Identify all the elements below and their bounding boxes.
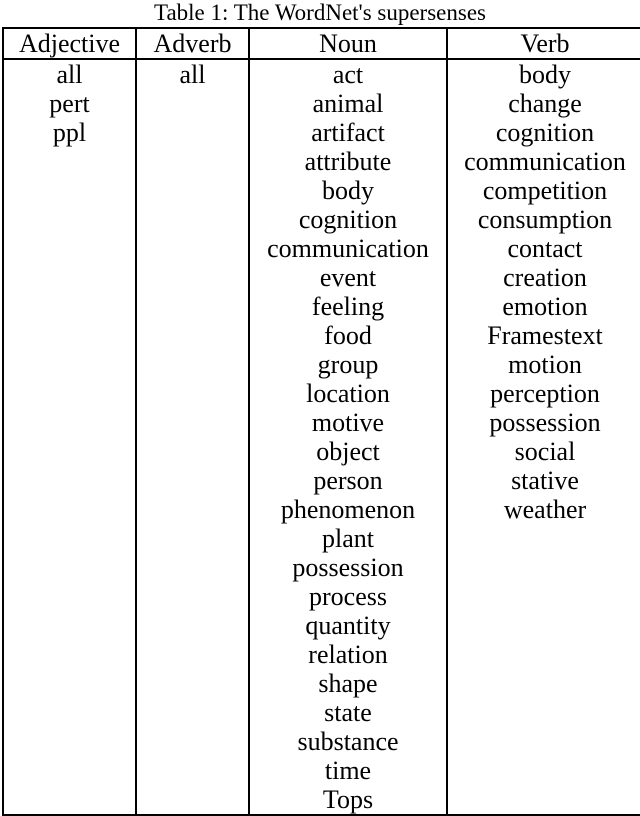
cell-item: time — [324, 756, 372, 785]
noun-cell — [249, 59, 447, 815]
cell-item: body — [519, 60, 571, 89]
cell-item: event — [319, 263, 377, 292]
cell-item: creation — [503, 263, 587, 292]
cell-item: attribute — [304, 147, 392, 176]
cell-item: possession — [292, 553, 404, 582]
supersenses-table — [2, 27, 640, 816]
cell-item: process — [309, 582, 387, 611]
cell-item: communication — [464, 147, 626, 176]
table-caption: Table 1: The WordNet's supersenses — [154, 0, 486, 25]
cell-item: all — [56, 60, 83, 89]
cell-item: emotion — [502, 292, 588, 321]
cell-item: quantity — [305, 611, 391, 640]
cell-item: artifact — [311, 118, 385, 147]
cell-item: motion — [508, 350, 582, 379]
cell-item: motive — [311, 408, 385, 437]
cell-item: phenomenon — [280, 495, 416, 524]
cell-item: location — [306, 379, 390, 408]
cell-item: consumption — [477, 205, 613, 234]
cell-item: food — [324, 321, 372, 350]
cell-item: pert — [49, 89, 90, 118]
cell-item: cognition — [495, 118, 595, 147]
cell-item: social — [514, 437, 576, 466]
cell-item: act — [332, 60, 364, 89]
table-header-row — [3, 28, 640, 59]
column-header-adverb: Adverb — [136, 28, 249, 59]
cell-item: animal — [312, 89, 384, 118]
cell-item: cognition — [298, 205, 398, 234]
cell-item: body — [322, 176, 374, 205]
cell-item: weather — [503, 495, 587, 524]
cell-item: change — [508, 89, 582, 118]
cell-item: feeling — [311, 292, 385, 321]
cell-item: plant — [322, 524, 374, 553]
cell-item: contact — [507, 234, 583, 263]
cell-item: ppl — [52, 118, 87, 147]
cell-item: possession — [489, 408, 601, 437]
cell-item: relation — [308, 640, 388, 669]
cell-item: competition — [482, 176, 608, 205]
column-header-adjective: Adjective — [3, 28, 136, 59]
cell-item: substance — [297, 727, 399, 756]
cell-item: perception — [490, 379, 600, 408]
verb-cell — [447, 59, 640, 815]
column-header-noun: Noun — [249, 28, 447, 59]
cell-item: group — [317, 350, 379, 379]
cell-item: state — [324, 698, 372, 727]
cell-item: stative — [511, 466, 579, 495]
cell-item: Framestext — [487, 321, 603, 350]
cell-item: person — [313, 466, 383, 495]
cell-item: object — [316, 437, 380, 466]
cell-item: communication — [267, 234, 429, 263]
table-body — [3, 59, 640, 815]
cell-item: all — [179, 60, 206, 89]
adverb-cell — [136, 59, 249, 815]
cell-item: shape — [318, 669, 378, 698]
cell-item: Tops — [322, 785, 374, 814]
column-header-verb: Verb — [447, 28, 640, 59]
adjective-cell — [3, 59, 136, 815]
